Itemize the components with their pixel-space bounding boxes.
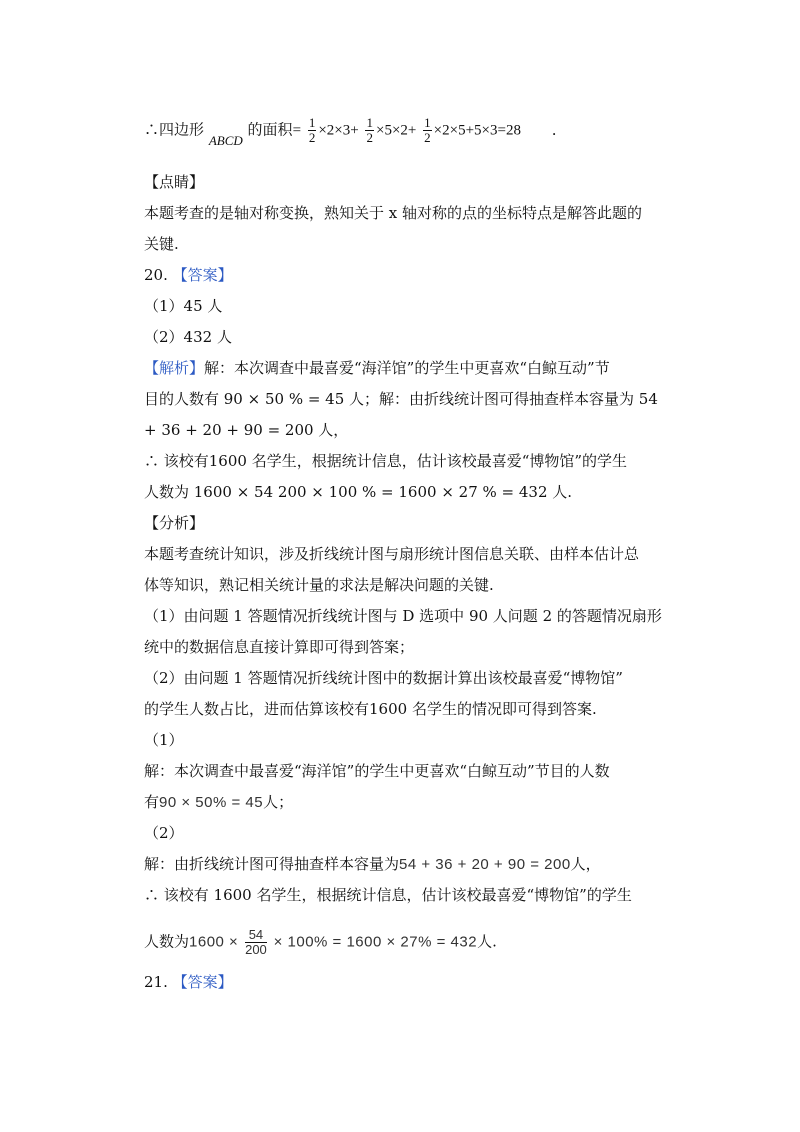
- fenxi-text: （1）由问题 1 答题情况折线统计图与 D 选项中 90 人问题 2 的答题情况扇形: [144, 607, 662, 625]
- dianjing-heading: 【点睛】: [144, 173, 205, 191]
- solution-line: 有90 × 50% = 45人；: [144, 793, 294, 811]
- question-number: 21.: [144, 973, 168, 991]
- area-formula-line: ∴四边形 ABCD 的面积= $\frac{1}{2}$ ×2×3+ $\frac{1}{2}$ ×5×2+ $\frac{1}{2}$ ×2×5+5×3=28 .: [144, 115, 557, 148]
- solution-text: 解：本次调查中最喜爱“海洋馆”的学生中更喜欢“白鲸互动”节目的人数: [144, 762, 610, 780]
- answer-1: （1）45 人: [144, 297, 223, 315]
- jiexi-text: + 36 + 20 + 90 = 200 人，: [144, 421, 349, 439]
- dianjing-text: 关键.: [144, 235, 179, 253]
- solution-line: 人数为1600 × $\frac{54}{200}$ × 100% = 1600 × 27% = 432人.: [144, 927, 497, 957]
- fenxi-text: （2）由问题 1 答题情况折线统计图中的数据计算出该校最喜爱“博物馆”: [144, 669, 623, 687]
- answer-label: 【答案】: [172, 266, 233, 284]
- jiexi-line: 【解析】解：本次调查中最喜爱“海洋馆”的学生中更喜欢“白鲸互动”节: [144, 359, 610, 377]
- jiexi-text: 人数为 1600 × 54 200 × 100 % = 1600 × 27 % = 432 人.: [144, 483, 573, 501]
- fraction-half: $\frac{1}{2}$: [366, 115, 373, 145]
- math-expression: 54 + 36 + 20 + 90 = 200: [399, 856, 571, 873]
- fraction-half: $\frac{1}{2}$: [308, 115, 316, 145]
- therefore-symbol: ∴: [144, 120, 160, 139]
- question-21-heading: [144, 972, 233, 992]
- jiexi-text: 目的人数有 90 × 50 % = 45 人；解：由折线统计图可得抽查样本容量为 54: [144, 390, 658, 408]
- answer-label: 【答案】: [172, 973, 233, 991]
- jiexi-text: ∴ 该校有1600 名学生，根据统计信息，估计该校最喜爱“博物馆”的学生: [144, 452, 628, 470]
- fenxi-text: 本题考查统计知识，涉及折线统计图与扇形统计图信息关联、由样本估计总: [144, 545, 640, 563]
- answer-2: （2）432 人: [144, 328, 232, 346]
- part-1-label: （1）: [144, 731, 184, 749]
- quad-name: ABCD: [208, 132, 243, 148]
- fraction-half: $\frac{1}{2}$: [424, 115, 431, 145]
- fraction-54-200: $\frac{54}{200}$: [245, 927, 267, 957]
- fenxi-text: 体等知识，熟记相关统计量的求法是解决问题的关键.: [144, 576, 494, 594]
- fenxi-text: 的学生人数占比，进而估算该校有1600 名学生的情况即可得到答案.: [144, 700, 597, 718]
- math-expression: 90 × 50% = 45: [159, 794, 264, 811]
- jiexi-label: 【解析】: [144, 359, 205, 377]
- dianjing-text: 本题考查的是轴对称变换，熟知关于 x 轴对称的点的坐标特点是解答此题的: [144, 204, 642, 222]
- fenxi-text: 统中的数据信息直接计算即可得到答案；: [144, 638, 415, 656]
- fenxi-heading: 【分析】: [144, 514, 205, 532]
- question-20-heading: [144, 265, 233, 285]
- part-2-label: （2）: [144, 824, 184, 842]
- solution-text: ∴ 该校有 1600 名学生，根据统计信息，估计该校最喜爱“博物馆”的学生: [144, 886, 632, 904]
- solution-line: 解：由折线统计图可得抽查样本容量为54 + 36 + 20 + 90 = 200人，: [144, 855, 601, 873]
- question-number: 20.: [144, 266, 168, 284]
